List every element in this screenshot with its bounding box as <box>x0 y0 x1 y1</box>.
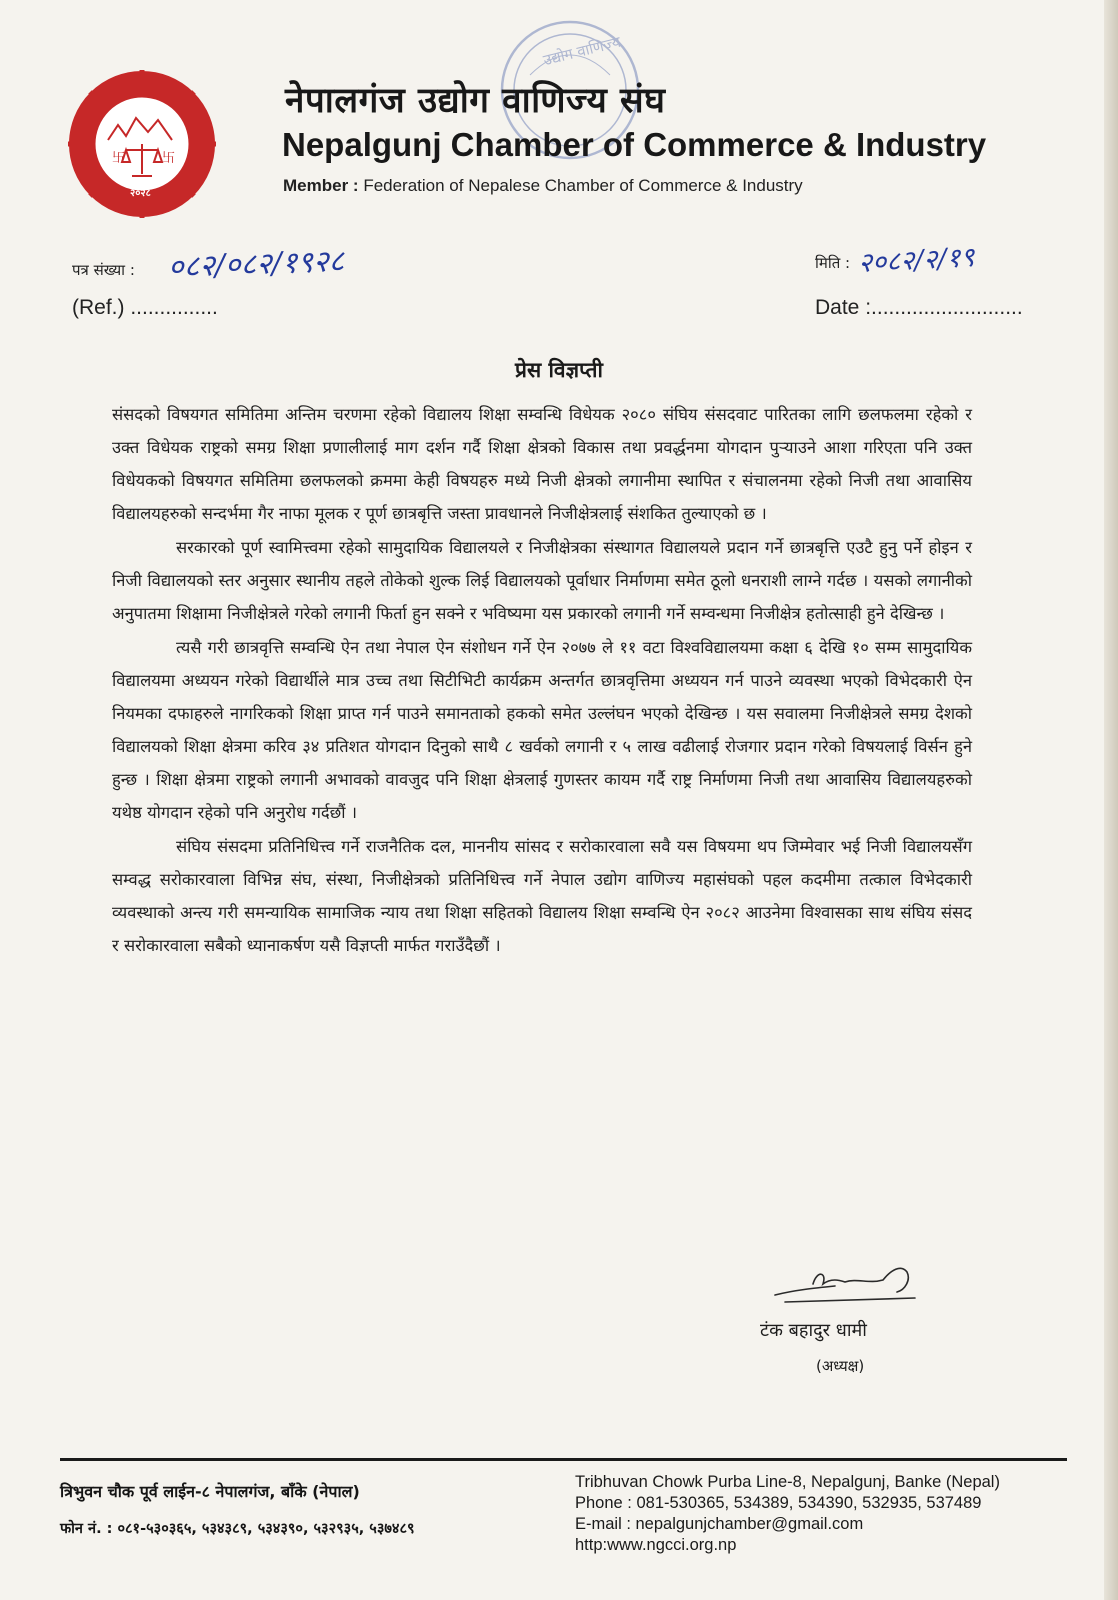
page-edge <box>1104 0 1118 1600</box>
date-value: २०८२/२/१९ <box>857 241 976 280</box>
svg-text:२०२८: २०२८ <box>130 188 151 199</box>
svg-text:卐: 卐 <box>162 151 176 166</box>
signatory-name: टंक बहादुर धामी <box>760 1320 867 1341</box>
organization-name-english: Nepalgunj Chamber of Commerce & Industry <box>282 126 987 163</box>
body-paragraph: सरकारको पूर्ण स्वामित्त्वमा रहेको सामुदायिक विद्यालयले र निजीक्षेत्रका संस्थागत विद्यालयले प्रदान गर्ने छात्रबृत्ति एउटै हुनु पर्ने होइन र निजी विद्यालयको स्तर अनुसार स्थानीय तहले तोकेको शुल्क लिई विद्यालयको पूर्वाधार निर्माणमा समेत ठूलो धनराशी लाग्ने गर्दछ । यसको लगानीको अनुपातमा शिक्षामा निजीक्षेत्रले गरेको लगानी फिर्ता हुन सक्ने र भविष्यमा यस प्रकारको लगानी गर्ने सम्वन्धमा निजीक्षेत्र हतोत्साही हुने देखिन्छ । <box>112 538 972 623</box>
footer-email: E-mail : nepalgunjchamber@gmail.com <box>575 1515 864 1533</box>
svg-text:卐: 卐 <box>112 151 126 166</box>
footer-phone-nepali: फोन नं. : ०८१-५३०३६५, ५३४३८९, ५३४३९०, ५३२९३५, ५३७४८९ <box>60 1521 415 1537</box>
member-text: Federation of Nepalese Chamber of Commerce & Industry <box>363 176 803 195</box>
date-label-nepali: मिति : <box>815 254 851 272</box>
footer-phone-english: Phone : 081-530365, 534389, 534390, 532935, 537489 <box>575 1494 982 1512</box>
membership-line <box>283 176 803 196</box>
letter-subject: प्रेस विज्ञप्ती <box>515 358 603 382</box>
body-paragraph: संसदको विषयगत समितिमा अन्तिम चरणमा रहेको विद्यालय शिक्षा सम्वन्धि विधेयक २०८० संघिय संसदवाट पारितका लागि छलफलमा रहेको र उक्त विधेयक राष्ट्रको समग्र शिक्षा प्रणालीलाई माग दर्शन गर्दै शिक्षा क्षेत्रको विकास तथा प्रवर्द्धनमा योगदान पुऱ्याउने आशा गरिएता पनि उक्त विधेयकको विषयगत समितिमा छलफलको क्रममा केही विषयहरु मध्ये निजी क्षेत्रको लगानीमा स्थापित र संचालनमा रहेको निजी तथा आवासिय विद्यालयहरुको सन्दर्भमा गैर नाफा मूलक र पूर्ण छात्रबृत्ति जस्ता प्रावधानले निजीक्षेत्रलाई संशकित तुल्याएको छ । <box>112 405 972 523</box>
footer-contact-english <box>575 1472 1000 1556</box>
letter-body <box>112 398 972 963</box>
footer-website: http:www.ngcci.org.np <box>575 1536 737 1554</box>
reference-label-nepali: पत्र संख्या : <box>72 261 135 279</box>
body-paragraph: संघिय संसदमा प्रतिनिधित्त्व गर्ने राजनैतिक दल, माननीय सांसद र सरोकारवाला सवै यस विषयमा थप जिम्मेवार भई निजी विद्यालयसँग सम्वद्ध सरोकारवाला विभिन्न संघ, संस्था, निजीक्षेत्रको प्रतिनिधित्त्व गर्ने नेपाल उद्योग वाणिज्य महासंघको पहल कदमीमा तत्काल विभेदकारी व्यवस्थाको अन्त्य गरी समन्यायिक सामाजिक न्याय तथा शिक्षा सहितको विद्यालय शिक्षा सम्वन्धि ऐन २०८२ आउनेमा विश्वासका साथ संघिय संसद र सरोकारवाला सबैको ध्यानाकर्षण यसै विज्ञप्ती मार्फत गराउँदैछौं । <box>112 837 972 955</box>
reference-label-english: (Ref.) ............... <box>72 296 218 319</box>
body-paragraph: त्यसै गरी छात्रवृत्ति सम्वन्धि ऐन तथा नेपाल ऐन संशोधन गर्ने ऐन २०७७ ले ११ वटा विश्वविद्यालयमा कक्षा ६ देखि १० सम्म सामुदायिक विद्यालयमा अध्ययन गरेको विद्यार्थीले मात्र उच्च तथा सिटीभिटी कार्यक्रम अन्तर्गत छात्रवृत्तिमा अध्ययन गर्न पाउने व्यवस्था भएको विभेदकारी ऐन नियमका दफाहरुले नागरिकको शिक्षा प्राप्त गर्न पाउने समानताको हकको समेत उल्लंघन भएको देखिन्छ । यस सवालमा निजीक्षेत्रले समग्र देशको विद्यालयको शिक्षा क्षेत्रमा करिव ३४ प्रतिशत योगदान दिनुको साथै ८ खर्वको लगानी र ५ लाख वढीलाई रोजगार प्रदान गरेको विषयलाई विर्सन हुने हुन्छ । शिक्षा क्षेत्रमा राष्ट्रको लगानी अभावको वावजुद पनि शिक्षा क्षेत्रलाई गुणस्तर कायम गर्दै राष्ट्र निर्माणमा निजी तथा आवासिय विद्यालयहरुको यथेष्ठ योगदान रहेको पनि अनुरोध गर्दछौं । <box>112 638 972 822</box>
footer-address-nepali: त्रिभुवन चौक पूर्व लाईन-८ नेपालगंज, बाँके (नेपाल) <box>60 1482 360 1501</box>
date-label-english: Date :.......................... <box>815 296 1023 319</box>
organization-name-nepali: नेपालगंज उद्योग वाणिज्य संघ <box>285 81 666 121</box>
svg-text:उद्योग वाणिज्य: उद्योग वाणिज्य <box>541 32 623 70</box>
chamber-logo-icon <box>68 70 216 218</box>
footer-divider <box>60 1458 1067 1461</box>
signatory-title: (अध्यक्ष) <box>816 1357 865 1375</box>
member-label: Member : <box>283 176 359 195</box>
footer-address-english: Tribhuvan Chowk Purba Line-8, Nepalgunj, Banke (Nepal) <box>575 1473 1000 1491</box>
reference-number: ०८२/०८२/१९२८ <box>167 243 345 285</box>
handwritten-signature-icon <box>765 1250 925 1320</box>
